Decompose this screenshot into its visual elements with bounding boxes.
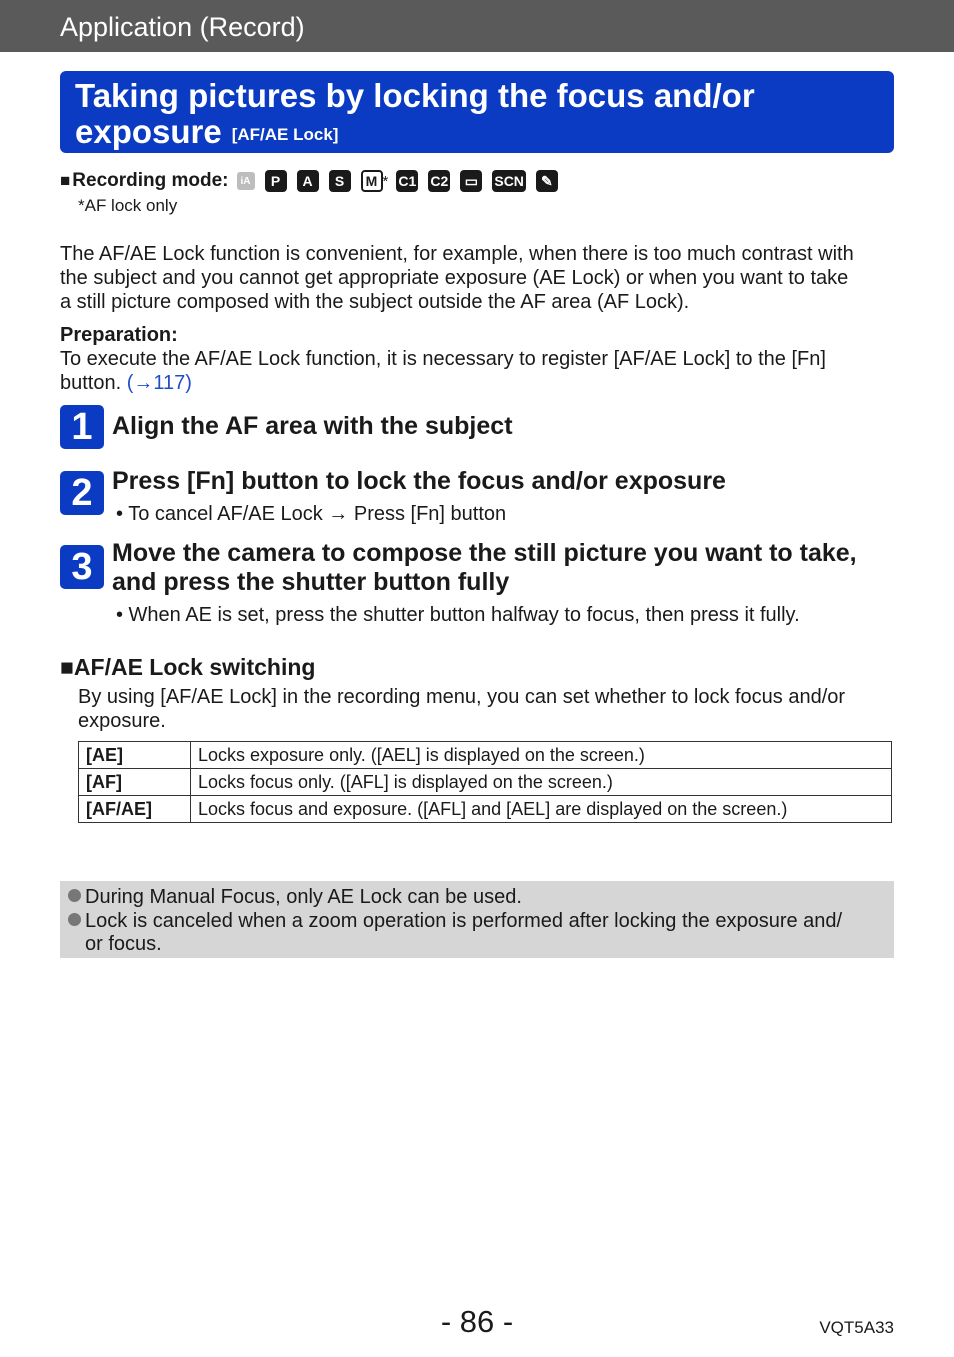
table-key: [AE] <box>79 742 191 769</box>
step-number-2: 2 <box>60 471 104 515</box>
preparation-text: button. <box>60 372 122 394</box>
switching-desc-1: By using [AF/AE Lock] in the recording menu, you can set whether to lock focus and/or <box>78 686 846 708</box>
square-bullet-icon: ■ <box>60 654 74 680</box>
step-3-heading-line1: Move the camera to compose the still picture you want to take, <box>112 539 857 567</box>
mode-icons <box>237 170 568 192</box>
table-value: Locks exposure only. ([AEL] is displayed on the screen.) <box>191 742 892 769</box>
square-bullet-icon: ■ <box>60 171 71 190</box>
shutter-mode-icon: S <box>329 170 351 192</box>
table-value: Locks focus and exposure. ([AFL] and [AEL] are displayed on the screen.) <box>191 796 892 823</box>
recording-mode-row <box>60 170 568 192</box>
bullet-dot-icon <box>68 889 81 902</box>
intro-line-2: the subject and you cannot get appropriate exposure (AE Lock) or when you want to take <box>60 267 849 289</box>
switching-heading-text: AF/AE Lock switching <box>73 654 316 680</box>
table-row <box>79 769 892 796</box>
page-number: - 86 - <box>440 1304 514 1339</box>
table-key: [AF/AE] <box>79 796 191 823</box>
page-title-tag: [AF/AE Lock] <box>231 125 339 144</box>
page-reference-link[interactable]: (→117) <box>126 372 192 394</box>
preparation-line-1: To execute the AF/AE Lock function, it is necessary to register [AF/AE Lock] to the [Fn] <box>60 348 826 370</box>
step-number-3: 3 <box>60 545 104 589</box>
panorama-mode-icon: ▭ <box>460 170 482 192</box>
table-row <box>79 742 892 769</box>
step-1-heading: Align the AF area with the subject <box>112 412 513 440</box>
intelligent-auto-icon: iA <box>237 172 255 190</box>
custom2-mode-icon: C2 <box>428 170 450 192</box>
manual-mode-icon: M <box>361 170 383 192</box>
step-number-1: 1 <box>60 405 104 449</box>
page-title-line2 <box>75 113 338 151</box>
note-item-1 <box>68 885 522 909</box>
page-title-word: exposure <box>75 113 222 150</box>
page-title-box <box>60 71 894 153</box>
af-lock-note: *AF lock only <box>78 196 178 215</box>
intro-line-1: The AF/AE Lock function is convenient, for example, when there is too much contrast with <box>60 243 854 265</box>
preparation-label: Preparation: <box>60 324 178 346</box>
creative-control-icon: ✎ <box>536 170 558 192</box>
section-title: Application (Record) <box>60 12 305 42</box>
aperture-mode-icon: A <box>297 170 319 192</box>
step-2-heading: Press [Fn] button to lock the focus and/or exposure <box>112 467 726 495</box>
note-text-2a: Lock is canceled when a zoom operation is performed after locking the exposure and/ <box>85 910 843 932</box>
manual-asterisk: * <box>382 172 389 190</box>
table-value: Locks focus only. ([AFL] is displayed on the screen.) <box>191 769 892 796</box>
recording-mode-label: Recording mode: <box>72 170 229 191</box>
section-header-bar <box>0 0 954 52</box>
page-title-line1: Taking pictures by locking the focus and/or <box>75 77 755 114</box>
step-3-bullet: • When AE is set, press the shutter button halfway to focus, then press it fully. <box>116 604 800 626</box>
table-key: [AF] <box>79 769 191 796</box>
step-2-bullet: • To cancel AF/AE Lock → Press [Fn] button <box>116 503 507 525</box>
program-mode-icon: P <box>265 170 287 192</box>
bullet-dot-icon <box>68 913 81 926</box>
intro-line-3: a still picture composed with the subject outside the AF area (AF Lock). <box>60 291 690 313</box>
switching-heading <box>60 654 315 681</box>
custom1-mode-icon: C1 <box>396 170 418 192</box>
step-3-heading-line2: and press the shutter button fully <box>112 568 510 596</box>
lock-options-table <box>78 741 892 823</box>
note-item-2 <box>68 909 842 933</box>
document-code: VQT5A33 <box>819 1318 894 1337</box>
switching-desc-2: exposure. <box>78 710 166 732</box>
scene-mode-icon: SCN <box>492 170 526 192</box>
note-text-2b: or focus. <box>85 933 162 955</box>
note-text-1: During Manual Focus, only AE Lock can be used. <box>85 886 522 908</box>
notes-box <box>60 881 894 958</box>
table-row <box>79 796 892 823</box>
preparation-line-2 <box>60 371 192 395</box>
